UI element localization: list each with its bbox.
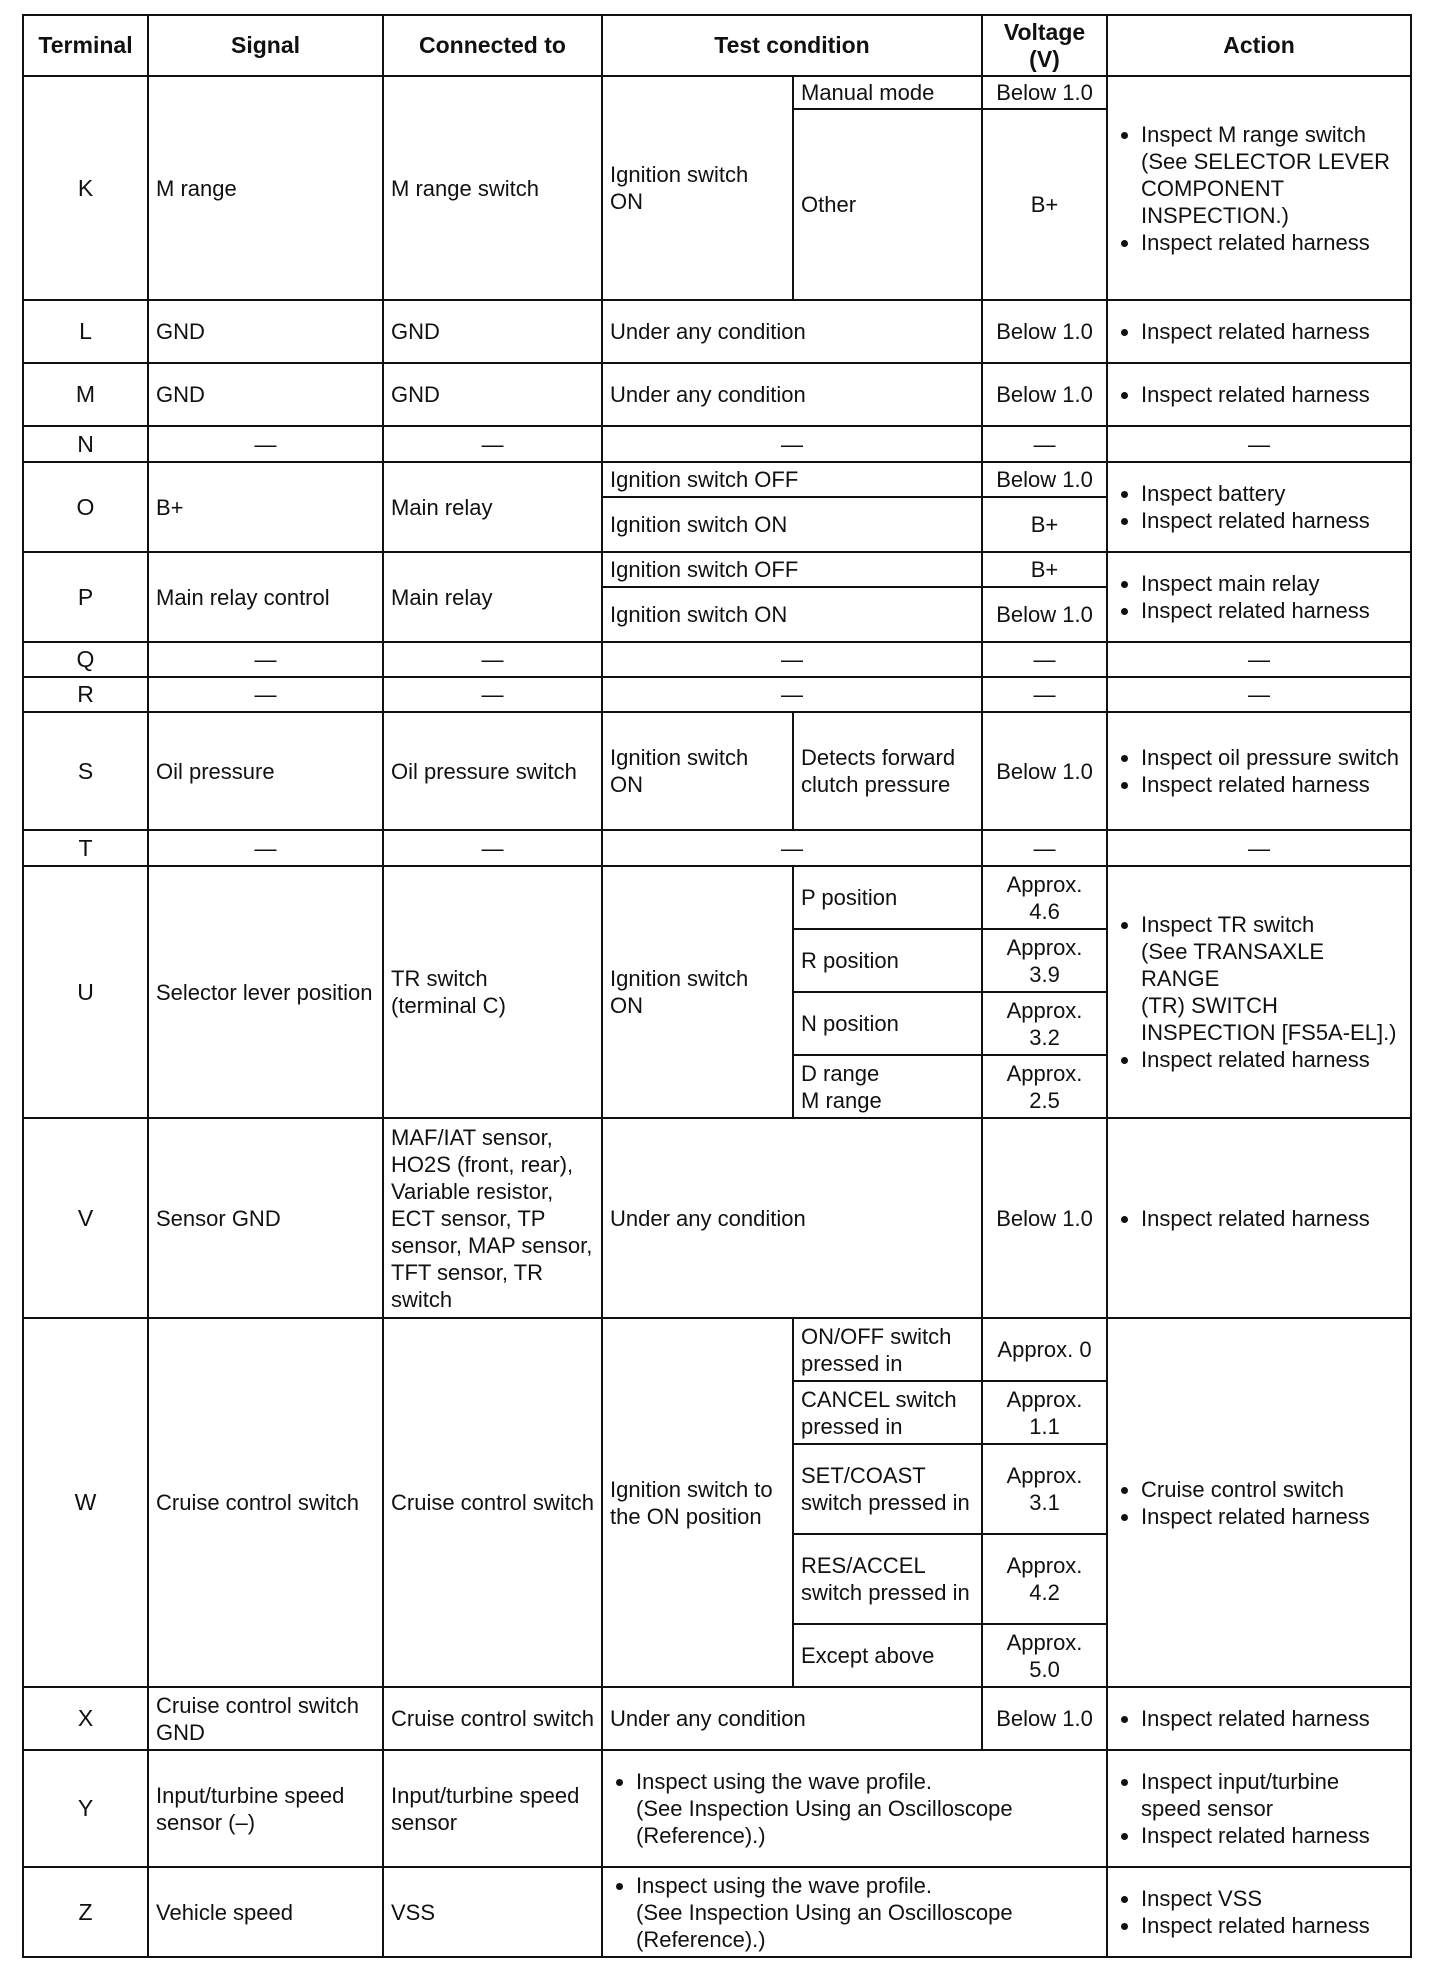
voltage-cell: Approx. 0 (982, 1318, 1107, 1381)
condition-cell: Ignition switch to the ON position (602, 1318, 793, 1687)
voltage-cell: Approx. 3.1 (982, 1444, 1107, 1534)
action-cell (1107, 1867, 1411, 1957)
voltage-cell: Below 1.0 (982, 363, 1107, 426)
terminal-cell: M (23, 363, 148, 426)
terminal-cell: U (23, 866, 148, 1118)
signal-cell: GND (148, 300, 383, 363)
dash-cell: — (982, 426, 1107, 462)
subcondition-cell: CANCEL switch pressed in (793, 1381, 982, 1444)
dash-cell: — (1107, 677, 1411, 712)
action-item: • Inspect related harness (1141, 771, 1403, 798)
voltage-cell: Approx. 3.9 (982, 929, 1107, 992)
signal-cell: GND (148, 363, 383, 426)
action-cell (1107, 1318, 1411, 1687)
dash-cell: — (1107, 830, 1411, 866)
terminal-cell: W (23, 1318, 148, 1687)
header-signal: Signal (148, 15, 383, 76)
action-item: • Inspect battery (1141, 480, 1403, 507)
condition-cell: Under any condition (602, 1687, 982, 1750)
voltage-cell: Approx. 5.0 (982, 1624, 1107, 1687)
connected-cell: Cruise control switch (383, 1318, 602, 1687)
action-cell (1107, 866, 1411, 1118)
signal-cell: Vehicle speed (148, 1867, 383, 1957)
terminal-cell: Z (23, 1867, 148, 1957)
terminal-cell: O (23, 462, 148, 552)
terminal-inspection-document (22, 14, 1410, 1958)
table-row (23, 462, 1411, 497)
dash-cell: — (148, 830, 383, 866)
action-item: • Inspect related harness (1141, 1503, 1403, 1530)
condition-cell: Ignition switch ON (602, 712, 793, 830)
table-row (23, 426, 1411, 462)
header-action: Action (1107, 15, 1411, 76)
action-cell (1107, 76, 1411, 300)
action-cell (1107, 1750, 1411, 1867)
table-row (23, 1687, 1411, 1750)
connected-cell: TR switch (terminal C) (383, 866, 602, 1118)
action-cell (1107, 1687, 1411, 1750)
action-item: • Inspect M range switch (See SELECTOR LEVER COMPONENT INSPECTION.) (1141, 121, 1403, 229)
action-item: • Inspect related harness (1141, 1705, 1403, 1732)
terminal-cell: Y (23, 1750, 148, 1867)
terminal-cell: P (23, 552, 148, 642)
terminal-cell: X (23, 1687, 148, 1750)
connected-cell: Oil pressure switch (383, 712, 602, 830)
terminal-cell: K (23, 76, 148, 300)
action-cell (1107, 552, 1411, 642)
connected-cell: MAF/IAT sensor, HO2S (front, rear), Variable resistor, ECT sensor, TP sensor, MAP sensor, TFT sensor, TR switch (383, 1118, 602, 1318)
subcondition-cell: N position (793, 992, 982, 1055)
header-terminal: Terminal (23, 15, 148, 76)
action-item: • Inspect related harness (1141, 507, 1403, 534)
table-row (23, 1867, 1411, 1957)
table-header-row (23, 15, 1411, 76)
dash-cell: — (982, 677, 1107, 712)
action-item: • Inspect oil pressure switch (1141, 744, 1403, 771)
dash-cell: — (383, 677, 602, 712)
terminal-cell: T (23, 830, 148, 866)
terminal-voltage-table (22, 14, 1412, 1958)
connected-cell: Cruise control switch (383, 1687, 602, 1750)
voltage-cell: Below 1.0 (982, 462, 1107, 497)
action-item: • Inspect related harness (1141, 1046, 1403, 1073)
table-row (23, 363, 1411, 426)
voltage-cell: Below 1.0 (982, 300, 1107, 363)
subcondition-cell: SET/COAST switch pressed in (793, 1444, 982, 1534)
voltage-cell: Approx. 4.2 (982, 1534, 1107, 1624)
condition-cell (602, 1750, 1107, 1867)
header-connected-to: Connected to (383, 15, 602, 76)
signal-cell: B+ (148, 462, 383, 552)
terminal-cell: S (23, 712, 148, 830)
signal-cell: Cruise control switch (148, 1318, 383, 1687)
signal-cell: M range (148, 76, 383, 300)
subcondition-cell: Manual mode (793, 76, 982, 109)
signal-cell: Selector lever position (148, 866, 383, 1118)
terminal-cell: R (23, 677, 148, 712)
action-cell (1107, 1118, 1411, 1318)
condition-cell: Ignition switch ON (602, 76, 793, 300)
action-item: • Inspect related harness (1141, 229, 1403, 256)
subcondition-cell: P position (793, 866, 982, 929)
subcondition-cell: Other (793, 109, 982, 300)
signal-cell: Sensor GND (148, 1118, 383, 1318)
condition-cell: Ignition switch ON (602, 497, 982, 552)
table-row (23, 830, 1411, 866)
connected-cell: GND (383, 363, 602, 426)
action-item: • Inspect related harness (1141, 597, 1403, 624)
action-cell (1107, 300, 1411, 363)
header-test-condition: Test condition (602, 15, 982, 76)
dash-cell: — (602, 677, 982, 712)
action-item: • Inspect TR switch (See TRANSAXLE RANGE (TR) SWITCH INSPECTION [FS5A-EL].) (1141, 911, 1403, 1046)
action-item: • Inspect VSS (1141, 1885, 1403, 1912)
table-row (23, 677, 1411, 712)
dash-cell: — (1107, 426, 1411, 462)
dash-cell: — (148, 426, 383, 462)
action-cell (1107, 363, 1411, 426)
dash-cell: — (1107, 642, 1411, 677)
voltage-cell: Approx. 1.1 (982, 1381, 1107, 1444)
action-item: • Inspect main relay (1141, 570, 1403, 597)
dash-cell: — (383, 830, 602, 866)
voltage-cell: B+ (982, 109, 1107, 300)
condition-cell: Under any condition (602, 363, 982, 426)
condition-cell: Ignition switch ON (602, 587, 982, 642)
dash-cell: — (602, 642, 982, 677)
table-row (23, 552, 1411, 587)
signal-cell: Oil pressure (148, 712, 383, 830)
condition-item: • Inspect using the wave profile. (See Inspection Using an Oscilloscope (Reference).) (636, 1768, 1099, 1849)
condition-cell: Ignition switch ON (602, 866, 793, 1118)
dash-cell: — (602, 830, 982, 866)
action-item: • Inspect related harness (1141, 1912, 1403, 1939)
table-row (23, 866, 1411, 929)
table-row (23, 1118, 1411, 1318)
condition-cell (602, 1867, 1107, 1957)
terminal-cell: N (23, 426, 148, 462)
table-row (23, 76, 1411, 109)
table-row (23, 642, 1411, 677)
action-item: • Inspect related harness (1141, 318, 1403, 345)
table-row (23, 1750, 1411, 1867)
subcondition-cell: Detects forward clutch pressure (793, 712, 982, 830)
action-item: • Inspect related harness (1141, 1822, 1403, 1849)
action-cell (1107, 462, 1411, 552)
action-item: • Inspect related harness (1141, 1205, 1403, 1232)
signal-cell: Input/turbine speed sensor (–) (148, 1750, 383, 1867)
voltage-cell: Below 1.0 (982, 712, 1107, 830)
action-item: • Inspect input/turbine speed sensor (1141, 1768, 1403, 1822)
voltage-cell: Below 1.0 (982, 1687, 1107, 1750)
dash-cell: — (148, 642, 383, 677)
connected-cell: GND (383, 300, 602, 363)
condition-cell: Under any condition (602, 1118, 982, 1318)
connected-cell: VSS (383, 1867, 602, 1957)
table-row (23, 300, 1411, 363)
subcondition-cell: RES/ACCEL switch pressed in (793, 1534, 982, 1624)
dash-cell: — (982, 642, 1107, 677)
connected-cell: Main relay (383, 462, 602, 552)
action-item: • Cruise control switch (1141, 1476, 1403, 1503)
voltage-cell: Approx. 3.2 (982, 992, 1107, 1055)
voltage-cell: Approx. 2.5 (982, 1055, 1107, 1118)
action-item: • Inspect related harness (1141, 381, 1403, 408)
signal-cell: Main relay control (148, 552, 383, 642)
condition-cell: Ignition switch OFF (602, 462, 982, 497)
connected-cell: M range switch (383, 76, 602, 300)
voltage-cell: B+ (982, 552, 1107, 587)
condition-cell: Ignition switch OFF (602, 552, 982, 587)
condition-item: • Inspect using the wave profile. (See Inspection Using an Oscilloscope (Reference).) (636, 1872, 1099, 1953)
subcondition-cell: ON/OFF switch pressed in (793, 1318, 982, 1381)
subcondition-cell: Except above (793, 1624, 982, 1687)
subcondition-cell: R position (793, 929, 982, 992)
dash-cell: — (982, 830, 1107, 866)
subcondition-cell: D range M range (793, 1055, 982, 1118)
connected-cell: Main relay (383, 552, 602, 642)
dash-cell: — (383, 642, 602, 677)
voltage-cell: Below 1.0 (982, 587, 1107, 642)
dash-cell: — (602, 426, 982, 462)
table-row (23, 1318, 1411, 1381)
voltage-cell: B+ (982, 497, 1107, 552)
action-cell (1107, 712, 1411, 830)
signal-cell: Cruise control switch GND (148, 1687, 383, 1750)
voltage-cell: Below 1.0 (982, 1118, 1107, 1318)
condition-cell: Under any condition (602, 300, 982, 363)
voltage-cell: Approx. 4.6 (982, 866, 1107, 929)
table-row (23, 712, 1411, 830)
terminal-cell: L (23, 300, 148, 363)
dash-cell: — (383, 426, 602, 462)
dash-cell: — (148, 677, 383, 712)
terminal-cell: V (23, 1118, 148, 1318)
voltage-cell: Below 1.0 (982, 76, 1107, 109)
terminal-cell: Q (23, 642, 148, 677)
connected-cell: Input/turbine speed sensor (383, 1750, 602, 1867)
header-voltage: Voltage (V) (982, 15, 1107, 76)
